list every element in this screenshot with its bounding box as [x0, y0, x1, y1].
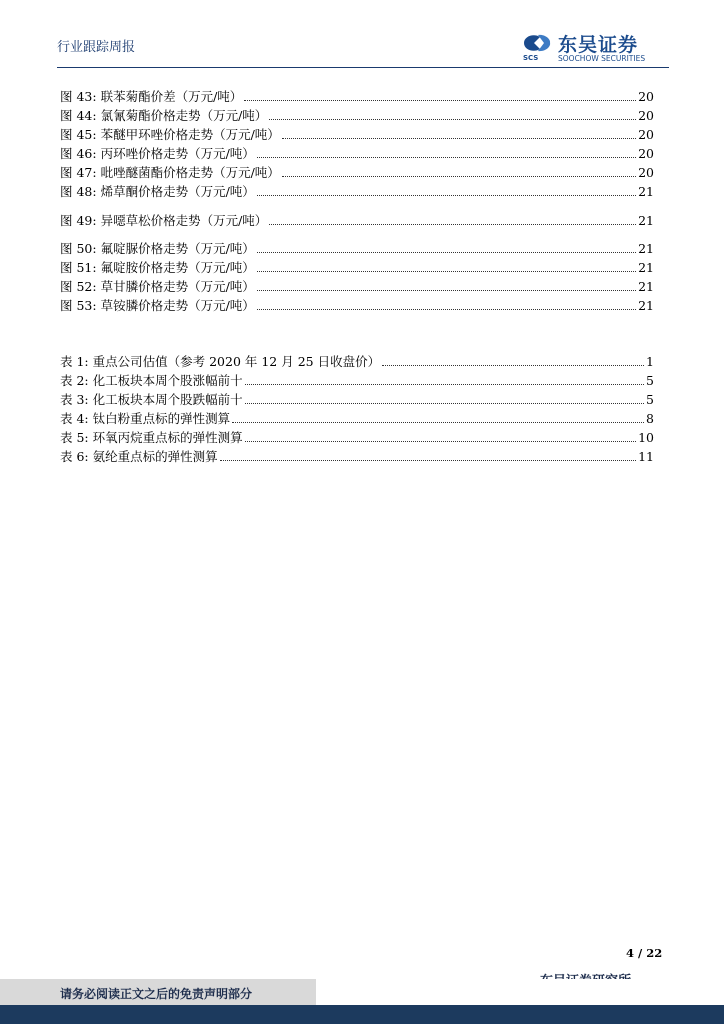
toc-entry-figure[interactable] — [60, 212, 654, 228]
toc-entry-page: 5 — [646, 373, 654, 388]
toc-entry-figure[interactable] — [60, 240, 654, 256]
toc-leader-dots — [257, 259, 636, 272]
toc-entry-label: 图 51: 氟啶胺价格走势（万元/吨） — [60, 260, 255, 275]
toc-entry-page: 21 — [638, 184, 654, 199]
toc-entry-label: 图 44: 氯氰菊酯价格走势（万元/吨） — [60, 108, 268, 123]
toc-leader-dots — [282, 164, 636, 177]
toc-leader-dots — [244, 88, 636, 101]
toc-entry-label: 图 50: 氟啶脲价格走势（万元/吨） — [60, 241, 255, 256]
toc-entry-label: 图 47: 吡唑醚菌酯价格走势（万元/吨） — [60, 165, 280, 180]
toc-entry-page: 21 — [638, 241, 654, 256]
toc-leader-dots — [220, 448, 636, 461]
logo-mark-text: SCS — [523, 54, 539, 62]
footer-band-dark — [0, 1005, 724, 1024]
toc-entry-table[interactable] — [60, 429, 654, 445]
toc-entry-label: 表 3: 化工板块本周个股跌幅前十 — [60, 392, 243, 407]
toc-leader-dots — [257, 183, 636, 196]
toc-entry-page: 20 — [638, 146, 654, 161]
toc-entry-page: 21 — [638, 260, 654, 275]
toc-entry-label: 表 5: 环氧丙烷重点标的弹性测算 — [60, 430, 243, 445]
toc-entry-page: 5 — [646, 392, 654, 407]
toc-entry-figure[interactable] — [60, 183, 654, 199]
toc-entry-table[interactable] — [60, 353, 654, 369]
toc-leader-dots — [245, 391, 644, 404]
toc-entry-page: 21 — [638, 279, 654, 294]
toc-entry-page: 8 — [646, 411, 654, 426]
toc-leader-dots — [269, 212, 636, 225]
toc-entry-label: 图 46: 丙环唑价格走势（万元/吨） — [60, 146, 255, 161]
toc-leader-dots — [257, 278, 636, 291]
toc-leader-dots — [245, 429, 636, 442]
toc-entry-table[interactable] — [60, 372, 654, 388]
toc-leader-dots — [282, 126, 636, 139]
toc-entry-table[interactable] — [60, 448, 654, 464]
toc-leader-dots — [245, 372, 644, 385]
toc-entry-label: 图 53: 草铵膦价格走势（万元/吨） — [60, 298, 255, 313]
toc-entry-table[interactable] — [60, 410, 654, 426]
toc-entry-page: 21 — [638, 298, 654, 313]
toc-leader-dots — [257, 297, 636, 310]
toc-entry-label: 图 45: 苯醚甲环唑价格走势（万元/吨） — [60, 127, 280, 142]
company-logo — [522, 30, 667, 66]
logo-mark-icon — [522, 32, 552, 54]
toc-leader-dots — [257, 240, 636, 253]
toc-entry-figure[interactable] — [60, 259, 654, 275]
toc-entry-label: 图 43: 联苯菊酯价差（万元/吨） — [60, 89, 243, 104]
toc-entry-figure[interactable] — [60, 126, 654, 142]
toc-entry-label: 表 6: 氨纶重点标的弹性测算 — [60, 449, 218, 464]
toc-entry-figure[interactable] — [60, 164, 654, 180]
toc-entry-page: 1 — [646, 354, 654, 369]
toc-entry-figure[interactable] — [60, 145, 654, 161]
logo-chinese-name: 东吴证券 — [558, 34, 639, 56]
toc-entry-label: 表 1: 重点公司估值（参考 2020 年 12 月 25 日收盘价） — [60, 354, 381, 369]
report-type-title: 行业跟踪周报 — [57, 40, 136, 55]
toc-entry-page: 11 — [638, 449, 654, 464]
toc-leader-dots — [257, 145, 636, 158]
header-divider — [57, 67, 669, 68]
toc-entry-page: 20 — [638, 108, 654, 123]
toc-entry-label: 图 49: 异噁草松价格走势（万元/吨） — [60, 213, 268, 228]
toc-leader-dots — [269, 107, 636, 120]
toc-entry-label: 表 2: 化工板块本周个股涨幅前十 — [60, 373, 243, 388]
toc-entry-label: 图 48: 烯草酮价格走势（万元/吨） — [60, 184, 255, 199]
page-number: 4 / 22 — [626, 946, 663, 960]
toc-entry-figure[interactable] — [60, 278, 654, 294]
toc-entry-page: 10 — [638, 430, 654, 445]
toc-entry-figure[interactable] — [60, 88, 654, 104]
toc-entry-label: 表 4: 钛白粉重点标的弹性测算 — [60, 411, 231, 426]
toc-entry-page: 20 — [638, 165, 654, 180]
toc-entry-table[interactable] — [60, 391, 654, 407]
footer-disclaimer: 请务必阅读正文之后的免责声明部分 — [60, 987, 253, 1001]
toc-entry-figure[interactable] — [60, 107, 654, 123]
footer-band-white — [316, 979, 724, 1005]
logo-english-name: SOOCHOW SECURITIES — [558, 54, 646, 63]
toc-entry-page: 20 — [638, 127, 654, 142]
toc-entry-page: 20 — [638, 89, 654, 104]
toc-entry-label: 图 52: 草甘膦价格走势（万元/吨） — [60, 279, 255, 294]
toc-leader-dots — [382, 353, 644, 366]
toc-entry-figure[interactable] — [60, 297, 654, 313]
toc-leader-dots — [232, 410, 644, 423]
toc-entry-page: 21 — [638, 213, 654, 228]
